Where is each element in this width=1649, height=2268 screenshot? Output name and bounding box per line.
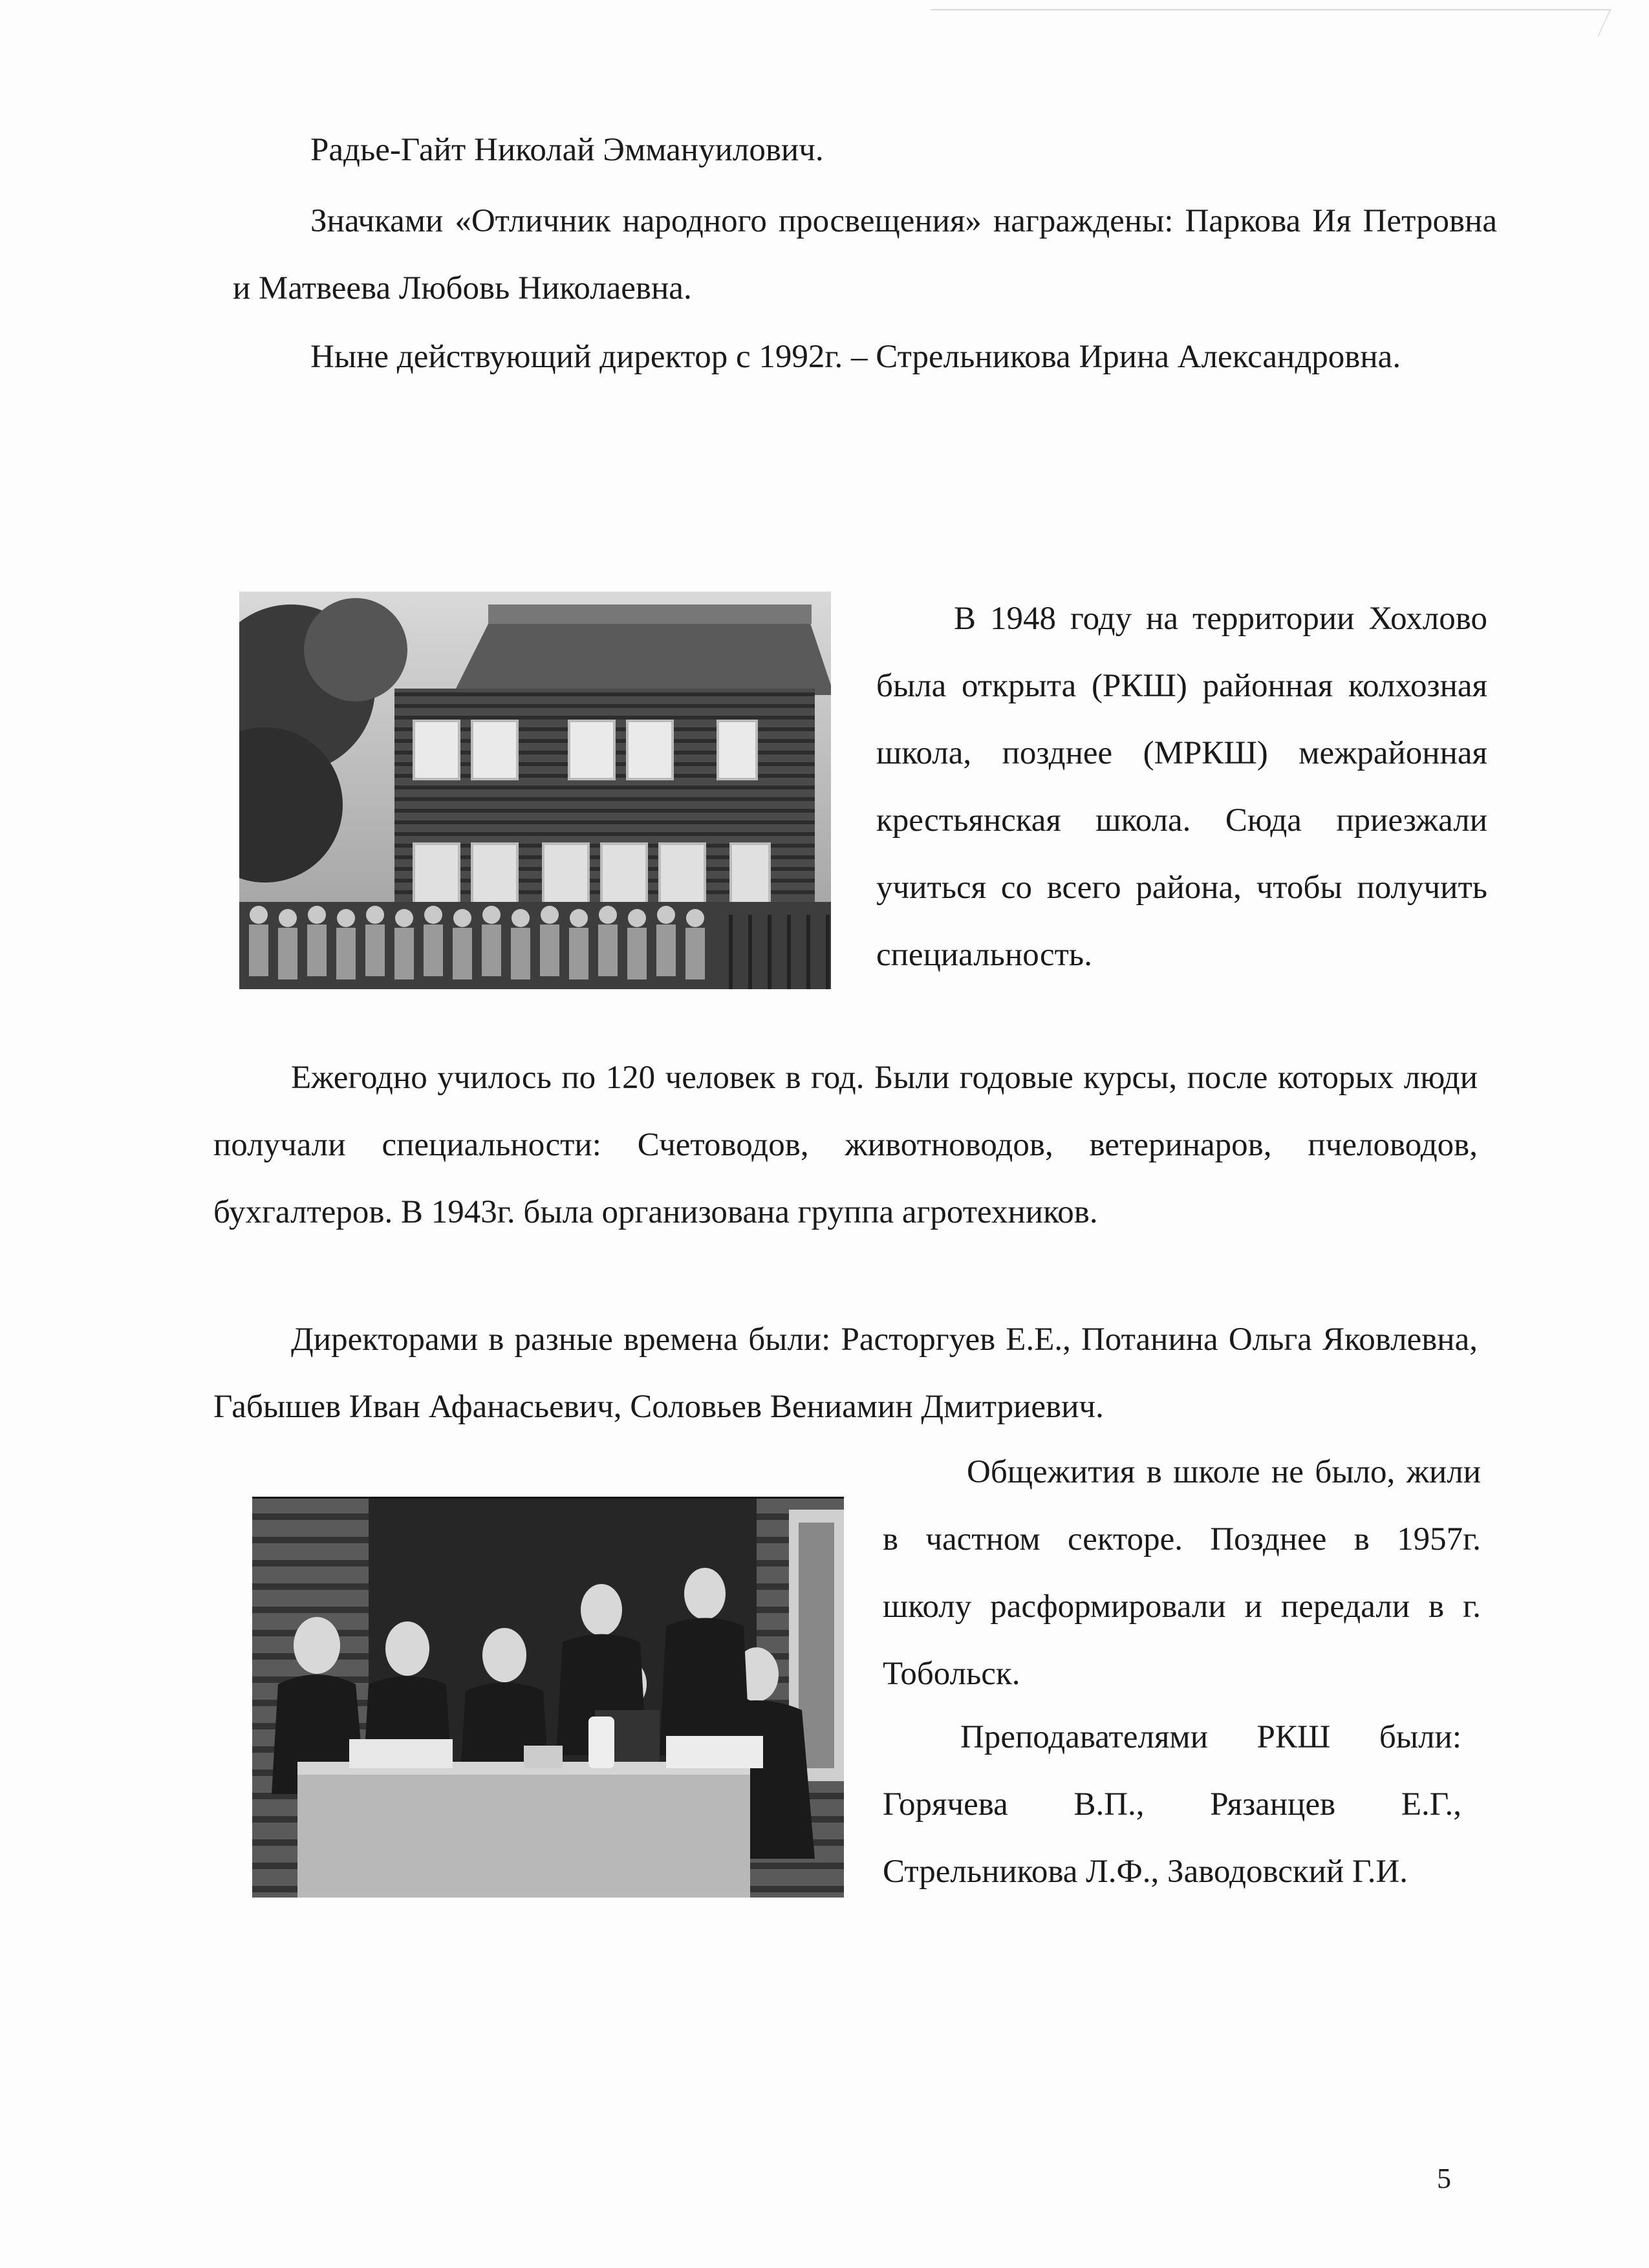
paragraph-text: Общежития в школе не было, жили в частном секторе. Позднее в 1957г. школу расформировали и передали в г. Тобольск. xyxy=(883,1454,1481,1692)
paragraph-text: В 1948 году на территории Хохлово была открыта (РКШ) районная колхозная школа, позднее (МРКШ) межрайонная крестьянская школа. Сюда приезжали учиться со всего района, чтобы получить специальность. xyxy=(876,601,1487,973)
paragraph-yearly-courses xyxy=(213,1044,1478,1246)
paragraph-text: Ежегодно училось по 120 человек в год. Были годовые курсы, после которых люди получали специальности: Счетоводов, животноводов, ветеринаров, пчеловодов, бухгалтеров. В 1943г. была организована группа агротехников. xyxy=(213,1060,1478,1230)
paragraph-radye-gait xyxy=(233,116,1497,184)
paragraph-teachers xyxy=(883,1704,1461,1905)
paragraph-current-director xyxy=(233,323,1497,390)
paragraph-text: Директорами в разные времена были: Расторгуев Е.Е., Потанина Ольга Яковлевна, Габышев Иван Афанасьевич, Соловьев Вениамин Дмитриевич. xyxy=(213,1321,1478,1425)
photo-teachers-group xyxy=(252,1497,844,1898)
school-building-image xyxy=(239,592,831,989)
paragraph-rksh-history xyxy=(876,585,1487,989)
paragraph-directors xyxy=(213,1306,1478,1440)
paragraph-text: Радье-Гайт Николай Эммануилович. xyxy=(310,132,824,168)
photo-school-building xyxy=(239,592,831,989)
teachers-group-image xyxy=(252,1497,844,1898)
paragraph-text: Ныне действующий директор с 1992г. – Стрельникова Ирина Александровна. xyxy=(310,339,1401,375)
paragraph-text: Значками «Отличник народного просвещения» награждены: Паркова Ия Петровна и Матвеева Любовь Николаевна. xyxy=(233,203,1497,306)
scan-edge-mark xyxy=(918,9,1611,36)
paragraph-awards xyxy=(233,187,1497,322)
paragraph-dormitory xyxy=(883,1439,1481,1707)
page-number: 5 xyxy=(1437,2163,1451,2194)
paragraph-text: Преподавателями РКШ были: Горячева В.П., Рязанцев Е.Г., Стрельникова Л.Ф., Заводовский Г.И. xyxy=(883,1719,1461,1890)
